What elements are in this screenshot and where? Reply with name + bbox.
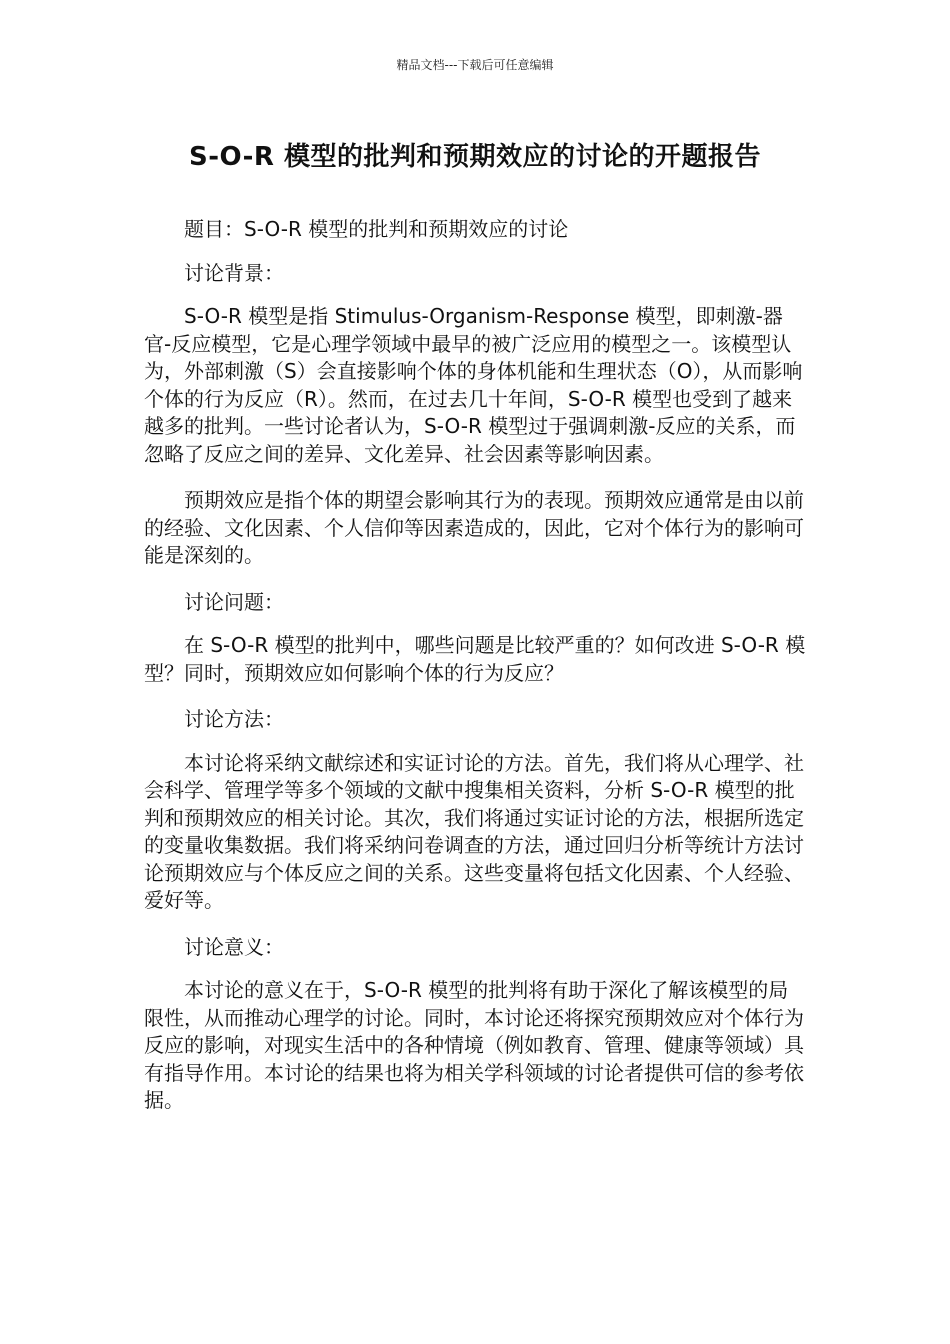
question-label: 讨论问题： [184,589,284,614]
document-body [144,216,806,1115]
document-title: S-O-R 模型的批判和预期效应的讨论的开题报告 [189,142,761,172]
background-paragraph-1: S-O-R 模型是指 Stimulus-Organism-Response 模型，即刺激-器官-反应模型，它是心理学领域中最早的被广泛应用的模型之一。该模型认为，外部刺激（S）会直接影响个体的身体机能和生理状态（O），从而影响个体的行为反应（R）。然而，在过去几十年间，S-O-R 模型也受到了越来越多的批判。一些讨论者认为，S-O-R 模型过于强调刺激-反应的关系，而忽略了反应之间的差异、文化差异、社会因素等影响因素。 [144,304,803,466]
page-header-note: 精品文档---下载后可任意编辑 [396,58,554,72]
method-paragraph: 本讨论将采纳文献综述和实证讨论的方法。首先，我们将从心理学、社会科学、管理学等多个领域的文献中搜集相关资料，分析 S-O-R 模型的批判和预期效应的相关讨论。其次，我们将通过实证讨论的方法，根据所选定的变量收集数据。我们将采纳问卷调查的方法，通过回归分析等统计方法讨论预期效应与个体反应之间的关系。这些变量将包括文化因素、个人经验、爱好等。 [144,750,804,912]
question-paragraph: 在 S-O-R 模型的批判中，哪些问题是比较严重的？如何改进 S-O-R 模型？同时，预期效应如何影响个体的行为反应？ [144,633,806,685]
method-label: 讨论方法： [184,707,284,731]
significance-paragraph: 本讨论的意义在于，S-O-R 模型的批判将有助于深化了解该模型的局限性，从而推动心理学的讨论。同时，本讨论还将探究预期效应对个体行为反应的影响，对现实生活中的各种情境（例如教育、管理、健康等领域）具有指导作用。本讨论的结果也将为相关学科领域的讨论者提供可信的参考依据。 [144,978,804,1112]
topic-line: 题目：S-O-R 模型的批判和预期效应的讨论 [184,217,569,241]
significance-label: 讨论意义： [184,934,284,959]
background-paragraph-2: 预期效应是指个体的期望会影响其行为的表现。预期效应通常是由以前的经验、文化因素、个人信仰等因素造成的，因此，它对个体行为的影响可能是深刻的。 [144,488,804,567]
background-label: 讨论背景： [184,260,284,285]
